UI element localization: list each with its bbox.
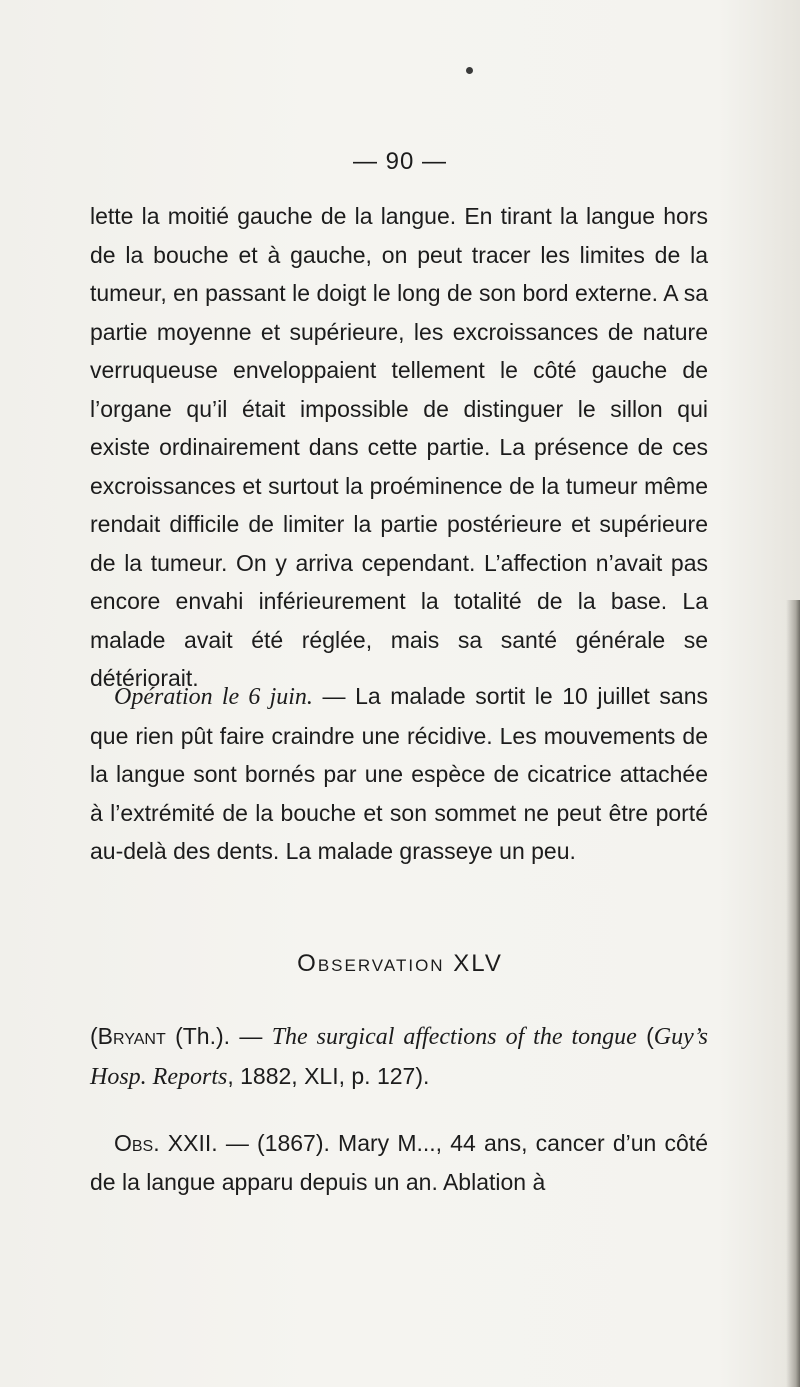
paragraph-operation <box>90 677 708 871</box>
obs-label: Obs. XXII. <box>114 1130 218 1156</box>
ref-author: Bryant <box>97 1023 166 1049</box>
page-number: — 90 — <box>352 148 448 175</box>
ink-dot <box>466 67 473 74</box>
obs-text: — (1867). Mary M..., 44 ans, cancer d’un côté de la langue apparu depuis un an. Ablation à <box>90 1130 708 1195</box>
ref-open-paren: ( <box>90 1023 98 1049</box>
observation-entry <box>90 1124 708 1201</box>
ref-journal: Guy’s Hosp. Reports <box>90 1024 708 1090</box>
paragraph-tumor-description: lette la moitié gauche de la langue. En tirant la langue hors de la bouche et à gauche, on peut tracer les limites de la tumeur, en passant le doigt le long de son bord externe. A sa partie moyenne et supérieure, les excroissances de nature verruqueuse enveloppaient tellement le côté gauche de l’organe qu’il était impossible de distinguer le sillon qui existe ordinairement dans cette partie. La présence de ces excroissances et surtout la proéminence de la tumeur même rendait difficile de limiter la partie postérieure et supérieure de la tumeur. On y arriva cependant. L’affection n’avait pas encore envahi inférieurement la totalité de la base. La malade avait été réglée, mais sa santé générale se détériorait. <box>90 203 708 691</box>
ref-title: The surgical affections of the tongue <box>271 1024 637 1050</box>
bibliographic-reference <box>90 1017 708 1096</box>
observation-heading: Observation XLV <box>297 950 503 977</box>
page-edge-shadow <box>786 600 800 1387</box>
ref-tail: , 1882, XLI, p. 127). <box>227 1062 430 1089</box>
ref-paren: ( <box>636 1023 654 1049</box>
ref-author-initials: (Th.). — <box>165 1023 272 1049</box>
operation-outcome: — La malade sortit le 10 juillet sans que rien pût faire craindre une récidive. Les mouvements de la langue sont bornés par une espèce de cicatrice attachée à l’extrémité de la bouche et son sommet ne peut être porté au-delà des dents. La malade grasseye un peu. <box>90 683 708 864</box>
operation-date: Opération le 6 juin. <box>114 684 313 710</box>
